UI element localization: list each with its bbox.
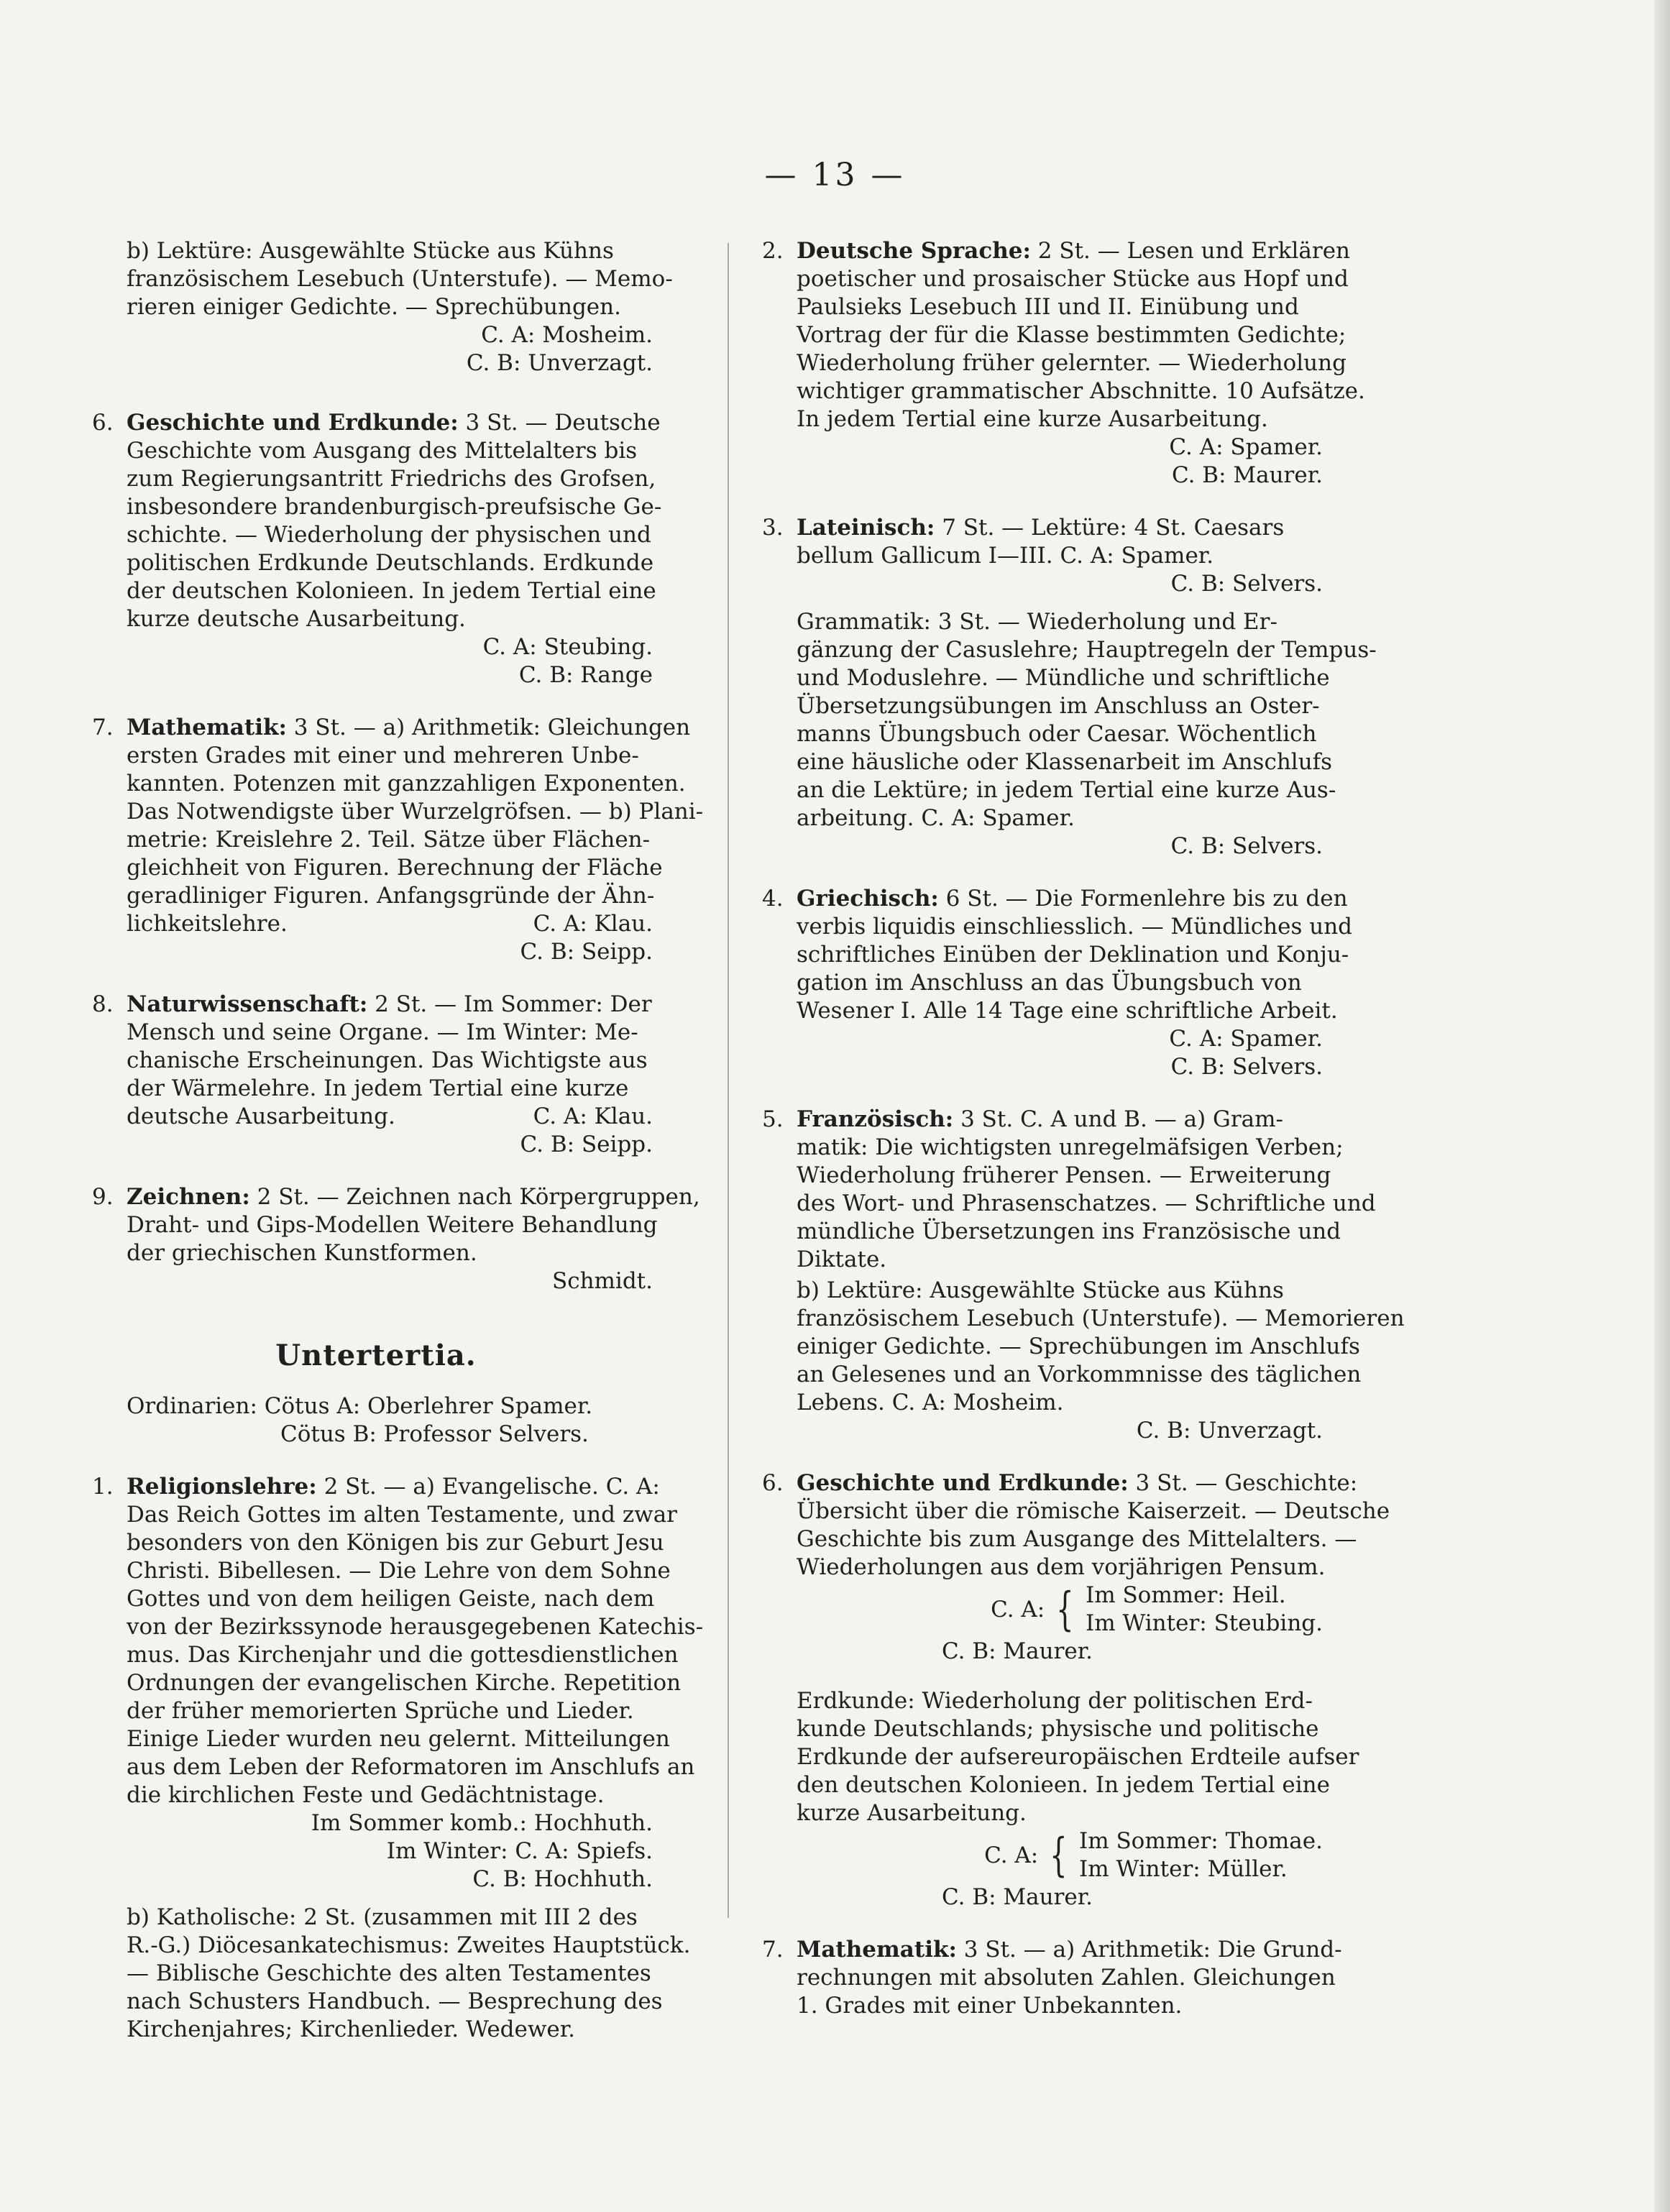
section-heading: Griechisch: — [797, 886, 939, 912]
text-line: des Wort- und Phrasenschatzes. — Schriftliche und — [797, 1190, 1376, 1216]
text-line: schriftliches Einüben der Deklination und Konju- — [797, 942, 1349, 968]
text-line: 3 St. — a) Arithmetik: Die Grund- — [963, 1937, 1342, 1963]
section-heading: Lateinisch: — [797, 515, 935, 541]
text-line: Ordnungen der evangelischen Kirche. Repetition — [127, 1670, 682, 1696]
section-heading: Französisch: — [797, 1106, 954, 1132]
text-line: Paulsieks Lesebuch III und II. Einübung und — [797, 294, 1299, 320]
text-line: Erdkunde: Wiederholung der politischen Erd- — [797, 1688, 1313, 1714]
text-line: 2 St. — Im Sommer: Der — [375, 991, 652, 1017]
section-number: 9. — [92, 1184, 114, 1210]
teacher: Im Sommer komb.: Hochhuth. — [311, 1810, 653, 1836]
section-heading: Religionslehre: — [127, 1474, 317, 1500]
text-line: aus dem Leben der Reformatoren im Anschlufs an — [127, 1754, 695, 1780]
section-heading: Deutsche Sprache: — [797, 238, 1031, 264]
teacher: C. B: Selvers. — [1170, 1054, 1323, 1080]
text-line: Übersetzungsübungen im Anschluss an Oster- — [797, 693, 1320, 719]
text-line: Kirchenjahres; Kirchenlieder. Wedewer. — [127, 2016, 575, 2042]
left-column — [92, 237, 704, 2068]
section-heading: Geschichte und Erdkunde: — [127, 410, 459, 436]
text-line: französischem Lesebuch (Unterstufe). — Memo- — [127, 266, 673, 292]
text-line: besonders von den Königen bis zur Geburt Jesu — [127, 1530, 664, 1556]
text-line: 3 St. — a) Arithmetik: Gleichungen — [293, 715, 691, 740]
text-line: der früher memorierten Sprüche und Lieder. — [127, 1698, 634, 1724]
section-heading: Zeichnen: — [127, 1184, 250, 1210]
text-line: Erdkunde der aufsereuropäischen Erdteile aufser — [797, 1744, 1359, 1770]
teacher: C. B: Hochhuth. — [472, 1866, 653, 1892]
text-line: eine häusliche oder Klassenarbeit im Anschlufs — [797, 749, 1333, 775]
text-line: wichtiger grammatischer Abschnitte. 10 Aufsätze. — [797, 378, 1365, 404]
text-line: gänzung der Casuslehre; Hauptregeln der Tempus- — [797, 637, 1377, 663]
right-section-4 — [762, 885, 1353, 1081]
text-line: der Wärmelehre. In jedem Tertial eine kurze — [127, 1075, 629, 1101]
column-divider — [728, 243, 729, 1918]
teacher: Im Winter: C. A: Spiefs. — [386, 1838, 653, 1864]
text-line: 6 St. — Die Formenlehre bis zu den — [945, 886, 1348, 912]
text-line: an die Lektüre; in jedem Tertial eine kurze Aus- — [797, 777, 1336, 803]
text-line: der deutschen Kolonieen. In jedem Tertial eine — [127, 578, 656, 604]
text-line: Gottes und von dem heiligen Geiste, nach dem — [127, 1586, 655, 1612]
scan-edge — [1654, 0, 1670, 2212]
section-number: 2. — [762, 238, 784, 264]
text-line: metrie: Kreislehre 2. Teil. Sätze über Flächen- — [127, 827, 651, 853]
text-line: der griechischen Kunstformen. — [127, 1240, 477, 1266]
text-line: zum Regierungsantritt Friedrichs des Grofsen, — [127, 466, 656, 492]
text-line: matik: Die wichtigsten unregelmäfsigen Verben; — [797, 1134, 1344, 1160]
teacher: C. B: Unverzagt. — [466, 350, 653, 376]
text-line: mus. Das Kirchenjahr und die gottesdienstlichen — [127, 1642, 679, 1668]
text-line: chanische Erscheinungen. Das Wichtigste aus — [127, 1047, 648, 1073]
text-line: rechnungen mit absoluten Zahlen. Gleichungen — [797, 1965, 1336, 1991]
right-column — [762, 237, 1405, 2045]
ordinarius-b: Cötus B: Professor Selvers. — [280, 1421, 589, 1447]
teacher: C. B: Unverzagt. — [1136, 1418, 1323, 1444]
text-line: politischen Erdkunde Deutschlands. Erdkunde — [127, 550, 654, 576]
text-line: Mensch und seine Organe. — Im Winter: Me- — [127, 1019, 638, 1045]
section-heading: Mathematik: — [127, 715, 287, 740]
left-intro-lektuere — [92, 237, 673, 377]
text-line: ersten Grades mit einer und mehreren Unbe- — [127, 743, 639, 768]
teacher: C. A: Klau. — [533, 1103, 653, 1129]
text-line: 3 St. C. A und B. — a) Gram- — [960, 1106, 1283, 1132]
text-line: rieren einiger Gedichte. — Sprechübungen. — [127, 294, 621, 320]
text-line: schichte. — Wiederholung der physischen und — [127, 522, 651, 548]
text-line: an Gelesenes und an Vorkommnisse des täglichen — [797, 1362, 1362, 1387]
teacher: C. B: Seipp. — [520, 1132, 653, 1157]
text-line: 3 St. — Deutsche — [465, 410, 661, 436]
section-number: 8. — [92, 991, 114, 1017]
teacher: C. B: Selvers. — [1170, 833, 1323, 859]
text-line: 2 St. — Lesen und Erklären — [1037, 238, 1351, 264]
text-line: Wesener I. Alle 14 Tage eine schriftliche Arbeit. — [797, 998, 1338, 1024]
text-line: gleichheit von Figuren. Berechnung der Fläche — [127, 855, 663, 881]
text-line: gation im Anschluss an das Übungsbuch von — [797, 970, 1302, 996]
left-section-1 — [92, 1473, 704, 2044]
text-line: insbesondere brandenburgisch-preufsische Ge- — [127, 494, 662, 520]
teacher: C. B: Seipp. — [520, 939, 653, 965]
teacher-label: C. A: — [984, 1842, 1039, 1868]
teacher: Im Winter: Müller. — [1078, 1856, 1288, 1882]
text-line: kurze deutsche Ausarbeitung. — [127, 606, 466, 632]
teacher: Im Winter: Steubing. — [1085, 1610, 1323, 1636]
text-line: geradliniger Figuren. Anfangsgründe der Ähn- — [127, 883, 655, 909]
text-line: arbeitung. C. A: Spamer. — [797, 805, 1075, 831]
text-line: poetischer und prosaischer Stücke aus Hopf und — [797, 266, 1349, 292]
left-section-6 — [92, 409, 660, 689]
text-line: einiger Gedichte. — Sprechübungen im Anschlufs — [797, 1334, 1360, 1359]
text-line: 2 St. — a) Evangelische. C. A: — [324, 1474, 660, 1500]
teacher: C. A: Spamer. — [1169, 434, 1323, 460]
teacher: C. B: Maurer. — [942, 1884, 1093, 1910]
right-section-5 — [762, 1106, 1405, 1445]
teacher: Im Sommer: Heil. — [1085, 1582, 1286, 1608]
text-line: b) Lektüre: Ausgewählte Stücke aus Kühns — [127, 238, 614, 264]
teacher: Im Sommer: Thomae. — [1078, 1828, 1323, 1854]
section-number: 4. — [762, 886, 784, 912]
right-section-7 — [762, 1936, 1342, 2020]
left-section-9 — [92, 1183, 700, 1295]
brace-icon: { — [1056, 1583, 1074, 1636]
section-number: 6. — [762, 1470, 784, 1496]
left-section-8 — [92, 991, 660, 1159]
section-number: 7. — [92, 715, 114, 740]
section-heading: Geschichte und Erdkunde: — [797, 1470, 1129, 1496]
right-section-2 — [762, 237, 1365, 490]
text-line: lichkeitslehre. — [127, 911, 288, 937]
teacher-brace — [762, 1582, 1330, 1638]
text-line: Wiederholung früher gelernter. — Wiederholung — [797, 350, 1346, 376]
teacher: C. B: Range — [518, 662, 653, 688]
text-line: Geschichte vom Ausgang des Mittelalters bis — [127, 438, 638, 464]
text-line: Übersicht über die römische Kaiserzeit. — Deutsche — [797, 1498, 1390, 1524]
text-line: In jedem Tertial eine kurze Ausarbeitung. — [797, 406, 1268, 432]
text-line: mündliche Übersetzungen ins Französische und — [797, 1219, 1341, 1244]
text-line: Lebens. C. A: Mosheim. — [797, 1390, 1064, 1415]
text-line: Christi. Bibellesen. — Die Lehre von dem Sohne — [127, 1558, 671, 1584]
section-number: 6. — [92, 410, 114, 436]
text-line: Wiederholungen aus dem vorjährigen Pensum. — [797, 1554, 1326, 1580]
text-line: nach Schusters Handbuch. — Besprechung des — [127, 1988, 663, 2014]
text-line: französischem Lesebuch (Unterstufe). — Memorieren — [797, 1305, 1405, 1331]
left-section-7 — [92, 714, 704, 966]
text-line: kunde Deutschlands; physische und politische — [797, 1716, 1319, 1742]
class-heading: Untertertia. — [275, 1339, 477, 1372]
text-line: b) Katholische: 2 St. (zusammen mit III 2 des — [127, 1904, 638, 1930]
text-line: — Biblische Geschichte des alten Testamentes — [127, 1960, 651, 1986]
text-line: Diktate. — [797, 1247, 887, 1272]
text-line: und Moduslehre. — Mündliche und schriftliche — [797, 665, 1330, 691]
text-line: R.-G.) Diöcesankatechismus: Zweites Hauptstück. — [127, 1932, 691, 1958]
text-line: verbis liquidis einschliesslich. — Mündliches und — [797, 914, 1353, 940]
text-line: Grammatik: 3 St. — Wiederholung und Er- — [797, 609, 1277, 635]
teacher: C. A: Steubing. — [482, 634, 653, 660]
teacher-label: C. A: — [991, 1597, 1045, 1623]
ordinarius-a: Ordinarien: Cötus A: Oberlehrer Spamer. — [127, 1393, 593, 1419]
text-line: Draht- und Gips-Modellen Weitere Behandlung — [127, 1212, 658, 1238]
right-section-6 — [762, 1469, 1390, 1912]
text-line: b) Lektüre: Ausgewählte Stücke aus Kühns — [797, 1277, 1284, 1303]
section-number: 3. — [762, 515, 784, 541]
section-number: 5. — [762, 1106, 784, 1132]
teacher: C. A: Mosheim. — [481, 322, 653, 348]
text-line: kannten. Potenzen mit ganzzahligen Exponenten. — [127, 771, 686, 797]
teacher: Schmidt. — [551, 1268, 653, 1294]
text-line: 7 St. — Lektüre: 4 St. Caesars — [942, 515, 1285, 541]
teacher-brace — [762, 1827, 1330, 1883]
text-line: kurze Ausarbeitung. — [797, 1800, 1027, 1826]
section-heading: Mathematik: — [797, 1937, 957, 1963]
text-line: manns Übungsbuch oder Caesar. Wöchentlich — [797, 721, 1317, 747]
teacher: C. A: Klau. — [533, 911, 653, 937]
text-line: 1. Grades mit einer Unbekannten. — [797, 1993, 1183, 2019]
teacher: C. B: Selvers. — [1170, 571, 1323, 597]
text-line: bellum Gallicum I—III. C. A: Spamer. — [797, 543, 1214, 569]
ordinarien — [92, 1392, 660, 1449]
text-line: deutsche Ausarbeitung. — [127, 1103, 395, 1129]
teacher: C. A: Spamer. — [1169, 1026, 1323, 1052]
text-line: Geschichte bis zum Ausgange des Mittelalters. — — [797, 1526, 1357, 1552]
section-number: 1. — [92, 1474, 114, 1500]
text-line: die kirchlichen Feste und Gedächtnistage. — [127, 1782, 605, 1808]
text-line: 3 St. — Geschichte: — [1135, 1470, 1358, 1496]
text-line: Einige Lieder wurden neu gelernt. Mitteilungen — [127, 1726, 670, 1752]
text-line: von der Bezirkssynode herausgegebenen Katechis- — [127, 1614, 704, 1640]
text-line: den deutschen Kolonieen. In jedem Tertial eine — [797, 1772, 1330, 1798]
teacher: C. B: Maurer. — [1171, 462, 1323, 488]
text-line: Das Reich Gottes im alten Testamente, und zwar — [127, 1502, 677, 1528]
page-number: — 13 — — [764, 157, 906, 193]
text-line: Das Notwendigste über Wurzelgröfsen. — b) Plani- — [127, 799, 704, 825]
section-heading: Naturwissenschaft: — [127, 991, 368, 1017]
text-line: 2 St. — Zeichnen nach Körpergruppen, — [257, 1184, 700, 1210]
right-section-3 — [762, 514, 1377, 861]
section-number: 7. — [762, 1937, 784, 1963]
brace-icon: { — [1050, 1829, 1068, 1882]
text-line: Vortrag der für die Klasse bestimmten Gedichte; — [797, 322, 1346, 348]
teacher: C. B: Maurer. — [942, 1638, 1093, 1664]
text-line: Wiederholung früherer Pensen. — Erweiterung — [797, 1162, 1331, 1188]
